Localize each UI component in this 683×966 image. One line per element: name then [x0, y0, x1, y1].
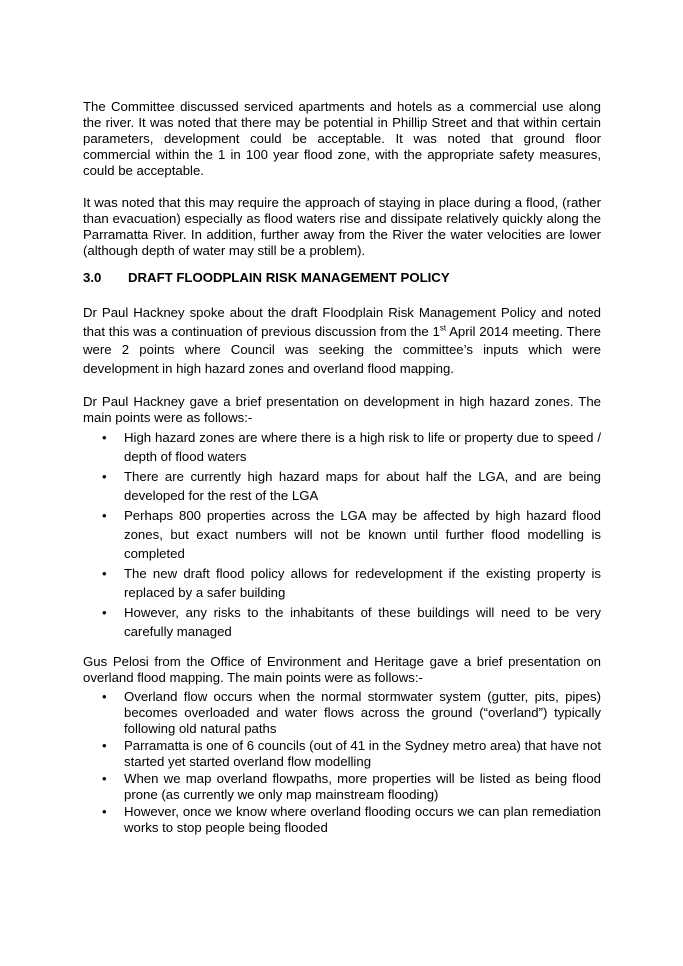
bullet-icon: •: [102, 771, 107, 786]
list-item-text: However, once we know where overland flooding occurs we can plan remediation works to stop people being flooded: [124, 804, 601, 835]
bullet-icon: •: [102, 738, 107, 753]
paragraph-hazard-presentation: Dr Paul Hackney gave a brief presentation on development in high hazard zones. The main points were as follows:-: [83, 394, 601, 425]
paragraph-commercial-use: The Committee discussed serviced apartments and hotels as a commercial use along the river. It was noted that there may be potential in Phillip Street and that within certain parameters, development could be acceptable. It was noted that ground floor commercial within the 1 in 100 year flood zone, with the appropriate safety measures, could be acceptable.: [83, 99, 601, 178]
bullet-icon: •: [102, 605, 107, 621]
list-item-text: There are currently high hazard maps for about half the LGA, and are being developed for the rest of the LGA: [124, 469, 601, 503]
list-item-text: However, any risks to the inhabitants of these buildings will need to be very carefully managed: [124, 605, 601, 639]
bullet-icon: •: [102, 508, 107, 524]
list-item-text: When we map overland flowpaths, more properties will be listed as being flood prone (as currently we only map mainstream flooding): [124, 771, 601, 802]
section-title: DRAFT FLOODPLAIN RISK MANAGEMENT POLICY: [128, 270, 450, 285]
list-item-text: High hazard zones are where there is a high risk to life or property due to speed / depth of flood waters: [124, 430, 601, 464]
policy-intro-text-after: April 2014 meeting. There were 2 points where Council was seeking the committee’s inputs which were development in high hazard zones and overland flood mapping.: [83, 323, 601, 376]
list-item-text: The new draft flood policy allows for redevelopment if the existing property is replaced by a safer building: [124, 566, 601, 600]
bullet-icon: •: [102, 689, 107, 704]
bullet-icon: •: [102, 469, 107, 485]
bullet-icon: •: [102, 566, 107, 582]
list-item-text: Perhaps 800 properties across the LGA may be affected by high hazard flood zones, but exact numbers will not be known until further flood modelling is completed: [124, 508, 601, 561]
list-item: [83, 468, 601, 505]
section-heading: [83, 270, 601, 286]
list-item-text: Overland flow occurs when the normal stormwater system (gutter, pits, pipes) becomes overloaded and water flows across the ground (“overland”) typically following old natural paths: [124, 689, 601, 736]
overland-points-list: [83, 689, 601, 837]
bullet-icon: •: [102, 430, 107, 445]
policy-intro-text-before: Dr Paul Hackney spoke about the draft Floodplain Risk Management Policy and noted that this was a continuation of previous discussion from the 1: [83, 305, 601, 339]
list-item: [83, 689, 601, 737]
ordinal-suffix: st: [439, 323, 447, 333]
list-item: [83, 804, 601, 836]
list-item: [83, 429, 601, 466]
list-item: [83, 771, 601, 803]
list-item-text: Parramatta is one of 6 councils (out of 41 in the Sydney metro area) that have not started yet started overland flow modelling: [124, 738, 601, 769]
hazard-points-list: [83, 429, 601, 644]
list-item: [83, 507, 601, 563]
section-number: 3.0: [83, 270, 102, 285]
paragraph-policy-intro: [83, 304, 601, 378]
list-item: [83, 604, 601, 641]
paragraph-staying-in-place: It was noted that this may require the approach of staying in place during a flood, (rather than evacuation) especially as flood waters rise and dissipate relatively quickly along the Parramatta River. In addition, further away from the River the water velocities are lower (although depth of water may still be a problem).: [83, 195, 601, 258]
bullet-icon: •: [102, 804, 107, 819]
list-item: [83, 565, 601, 602]
paragraph-overland-presentation: Gus Pelosi from the Office of Environment and Heritage gave a brief presentation on overland flood mapping. The main points were as follows:-: [83, 654, 601, 685]
list-item: [83, 738, 601, 770]
